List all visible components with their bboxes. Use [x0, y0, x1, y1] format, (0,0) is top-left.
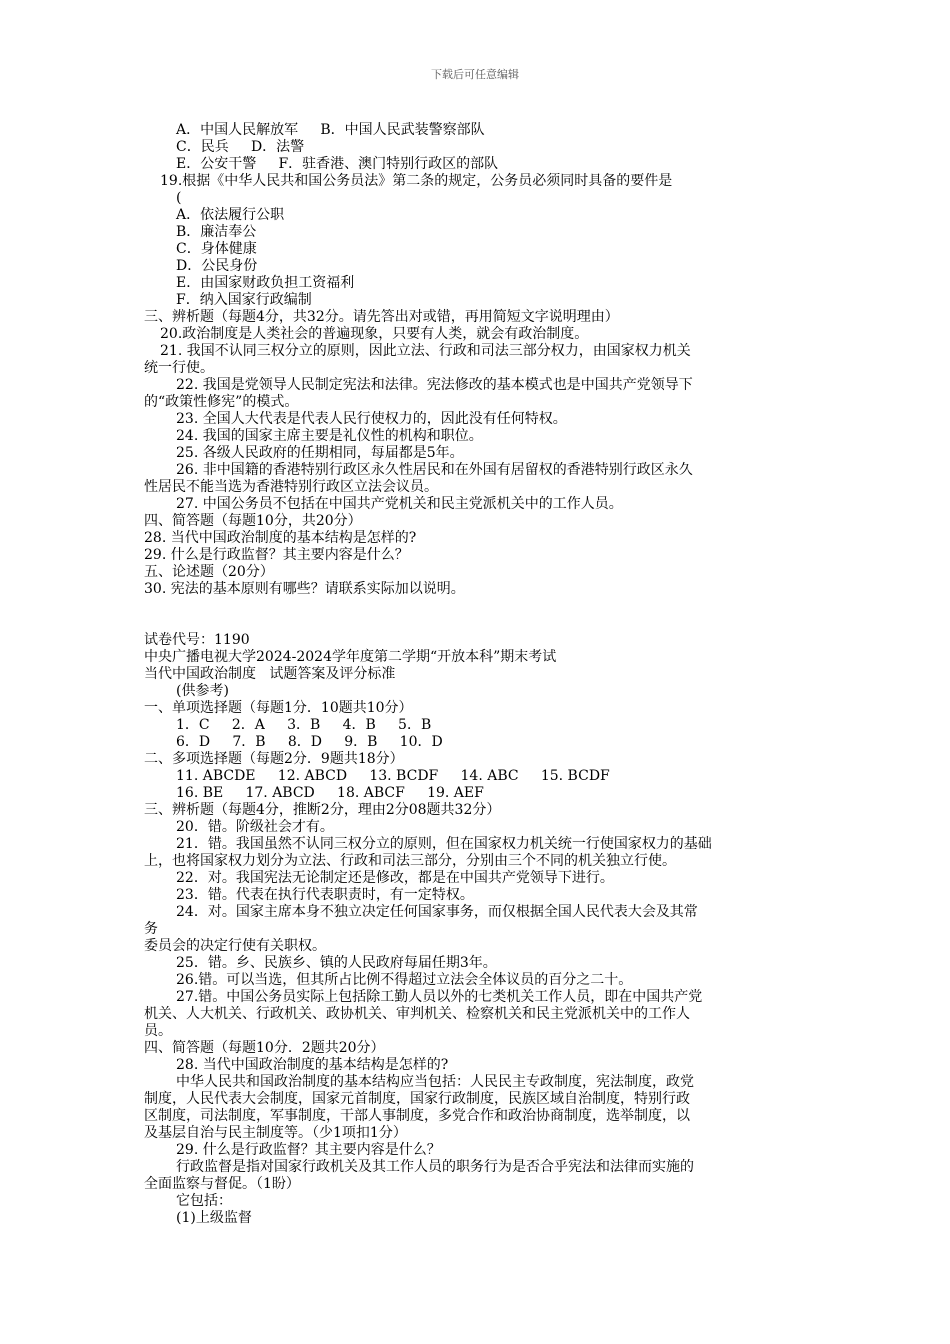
text-line: 四、简答题（每题10分，共20分） [144, 513, 362, 529]
text-line: 一、单项选择题（每题1分．10题共10分） [144, 700, 413, 716]
text-line: 三、辨析题（每题4分，共32分。请先答出对或错，再用简短文字说明理由） [144, 309, 619, 325]
text-line: 27.错。中国公务员实际上包括除工勤人员以外的七类机关工作人员，即在中国共产党 [176, 989, 703, 1005]
text-line: 30. 宪法的基本原则有哪些？请联系实际加以说明。 [144, 581, 465, 597]
text-line: F．纳入国家行政编制 [176, 292, 312, 308]
text-line: 务 [144, 921, 158, 937]
text-line: 它包括： [176, 1193, 232, 1209]
text-line: (1)上级监督 [176, 1210, 252, 1226]
text-line: 21．错。我国虽然不认同三权分立的原则，但在国家权力机关统一行使国家权力的基础 [176, 836, 712, 852]
text-line: D．公民身份 [176, 258, 258, 274]
text-line: 统一行使。 [144, 360, 214, 376]
document-body [0, 122, 950, 1227]
text-line: 五、论述题（20分） [144, 564, 274, 580]
text-line: 6．D 7．B 8．D 9．B 10．D [176, 734, 443, 750]
text-line: 员。 [144, 1023, 172, 1039]
text-line: 28. 当代中国政治制度的基本结构是怎样的? [144, 530, 417, 546]
text-line: 行政监督是指对国家行政机关及其工作人员的职务行为是否合乎宪法和法律而实施的 [176, 1159, 694, 1175]
text-line: 23. 全国人大代表是代表人民行使权力的，因此没有任何特权。 [176, 411, 567, 427]
text-line: 的“政策性修宪”的模式。 [144, 394, 299, 410]
text-line: 16. BE 17. ABCD 18. ABCF 19. AEF [176, 785, 484, 801]
text-line: 24．对。国家主席本身不独立决定任何国家事务，而仅根据全国人民代表大会及其常 [176, 904, 698, 920]
page-header: 下载后可任意编辑 [431, 68, 519, 81]
text-line: 全面监察与督促。（1盼） [144, 1176, 300, 1192]
text-line: 29. 什么是行政监督？其主要内容是什么？ [176, 1142, 441, 1158]
text-line: B．廉洁奉公 [176, 224, 257, 240]
text-line: A．依法履行公职 [176, 207, 285, 223]
text-line: (供参考) [176, 683, 229, 699]
text-line: 26. 非中国籍的香港特别行政区永久性居民和在外国有居留权的香港特别行政区永久 [176, 462, 693, 478]
text-line: 中华人民共和国政治制度的基本结构应当包括：人民民主专政制度，宪法制度，政党 [176, 1074, 694, 1090]
text-line: 27. 中国公务员不包括在中国共产党机关和民主党派机关中的工作人员。 [176, 496, 623, 512]
text-line: 21. 我国不认同三权分立的原则，因此立法、行政和司法三部分权力，由国家权力机关 [160, 343, 691, 359]
text-line: 四、简答题（每题10分．2题共20分） [144, 1040, 385, 1056]
text-line: 20．错。阶级社会才有。 [176, 819, 334, 835]
text-line: 二、多项选择题（每题2分．9题共18分） [144, 751, 404, 767]
text-line: 机关、人大机关、行政机关、政协机关、审判机关、检察机关和民主党派机关中的工作人 [144, 1006, 690, 1022]
text-line: 1．C 2．A 3．B 4．B 5．B [176, 717, 432, 733]
text-line: 及基层自治与民主制度等。（少1项扣1分） [144, 1125, 407, 1141]
text-line: 26.错。可以当选，但其所占比例不得超过立法会全体议员的百分之二十。 [176, 972, 633, 988]
text-line: 25. 各级人民政府的任期相同，每届都是5年。 [176, 445, 464, 461]
text-line: 28. 当代中国政治制度的基本结构是怎样的? [176, 1057, 449, 1073]
text-line: 25．错。乡、民族乡、镇的人民政府每届任期3年。 [176, 955, 497, 971]
text-line: 制度，人民代表大会制度，国家元首制度，国家行政制度，民族区域自治制度，特别行政 [144, 1091, 690, 1107]
text-line: 上，也将国家权力划分为立法、行政和司法三部分，分别由三个不同的机关独立行使。 [144, 853, 676, 869]
text-line: 11. ABCDE 12. ABCD 13. BCDF 14. ABC 15. BCDF [176, 768, 610, 784]
text-line: 24. 我国的国家主席主要是礼仪性的机构和职位。 [176, 428, 483, 444]
text-line: E．公安干警 F．驻香港、澳门特别行政区的部队 [176, 156, 499, 172]
text-line: 22. 我国是党领导人民制定宪法和法律。宪法修改的基本模式也是中国共产党领导下 [176, 377, 693, 393]
section-gap [0, 598, 950, 632]
text-line: 三、辨析题（每题4分，推断2分，理由2分08题共32分） [144, 802, 501, 818]
text-line: 19.根据《中华人民共和国公务员法》第二条的规定，公务员必须同时具备的要件是 [160, 173, 673, 189]
text-line: 20.政治制度是人类社会的普遍现象，只要有人类，就会有政治制度。 [160, 326, 589, 342]
text-line: 23．错。代表在执行代表职责时，有一定特权。 [176, 887, 474, 903]
text-line: 性居民不能当选为香港特别行政区立法会议员。 [144, 479, 438, 495]
text-line: 中央广播电视大学2024-2024学年度第二学期“开放本科”期末考试 [144, 649, 557, 665]
text-line: 当代中国政治制度 试题答案及评分标准 [144, 666, 396, 682]
text-line: 试卷代号：1190 [144, 632, 250, 648]
text-line: E．由国家财政负担工资福利 [176, 275, 355, 291]
text-line: 22．对。我国宪法无论制定还是修改，都是在中国共产党领导下进行。 [176, 870, 614, 886]
text-line: ( [176, 190, 182, 206]
text-line: 委员会的决定行使有关职权。 [144, 938, 326, 954]
text-line: 29. 什么是行政监督？其主要内容是什么？ [144, 547, 409, 563]
text-line: C．民兵 D．法警 [176, 139, 305, 155]
text-line: C．身体健康 [176, 241, 257, 257]
text-line: 区制度，司法制度，军事制度，干部人事制度，多党合作和政治协商制度，选举制度，以 [144, 1108, 690, 1124]
text-line: A．中国人民解放军 B．中国人民武装警察部队 [176, 122, 485, 138]
